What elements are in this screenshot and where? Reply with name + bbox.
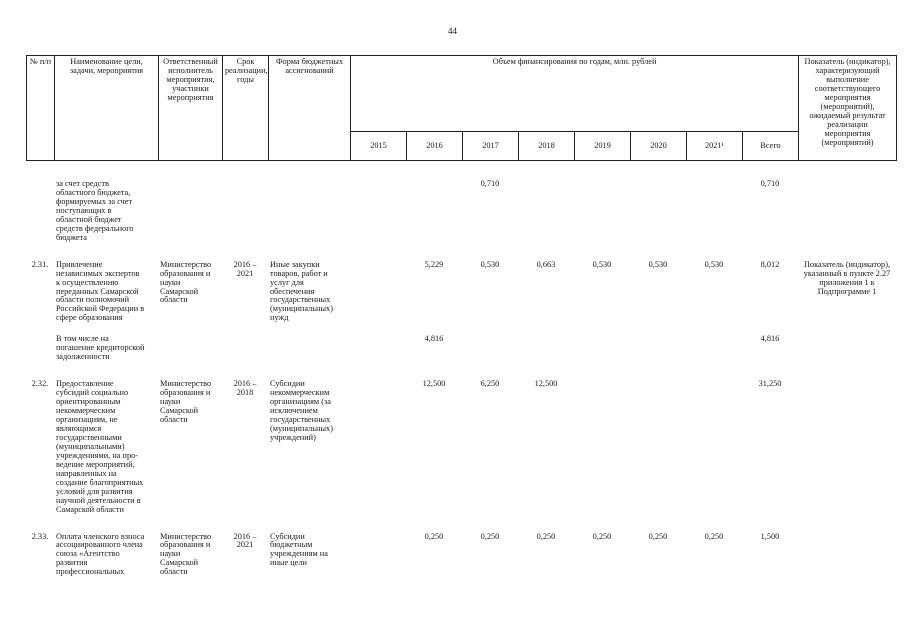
row-form bbox=[268, 178, 350, 245]
page-number: 44 bbox=[448, 26, 457, 36]
row-value-total: 31,250 bbox=[758, 379, 782, 389]
header-responsible: Ответственный исполнитель мероприятия, участники мероприятия bbox=[159, 56, 223, 161]
row-num: 2.32. bbox=[31, 379, 49, 389]
row-value-2019: 0,250 bbox=[592, 531, 612, 541]
row-name: Предоставление субсидий социально ориентированным некоммерческим организациям, не являющимся государственными (муниципальными) учреждениями, на про- ведение мероприятий, направленных на создание благоприятных условий для развития научной деятельности в Самарской области bbox=[56, 379, 144, 514]
header-name: Наименование цели, задачи, мероприятия bbox=[55, 56, 159, 161]
row-value-2018: 0,663 bbox=[536, 259, 556, 269]
row-value-2017: 0,530 bbox=[480, 259, 500, 269]
row-value-2015 bbox=[350, 378, 406, 516]
header-year: 2018 bbox=[519, 132, 575, 161]
row-responsible: Министерство образования и науки Самарской области bbox=[160, 531, 212, 577]
row-value-2016: 0,250 bbox=[424, 531, 444, 541]
row-value-2018: 0,250 bbox=[536, 531, 556, 541]
header-financing: Объем финансирования по годам, млн. рублей bbox=[351, 56, 799, 132]
row-value-2016: 12,500 bbox=[422, 379, 446, 389]
row-term: 2016 – 2018 bbox=[233, 379, 257, 398]
header-year: 2015 bbox=[351, 132, 407, 161]
row-responsible: Министерство образования и науки Самарской области bbox=[160, 259, 212, 305]
row-value-2016 bbox=[406, 178, 462, 245]
row-name: В том числе на погашение кредиторской задолженности bbox=[56, 334, 145, 362]
row-num bbox=[26, 333, 54, 364]
row-form: Субсидии бюджетным учреждениям на иные цели bbox=[270, 531, 328, 568]
row-value-2015 bbox=[350, 531, 406, 580]
row-value-total: 1,500 bbox=[760, 531, 780, 541]
row-value-2018: 12,500 bbox=[534, 379, 558, 389]
row-value-2017 bbox=[462, 333, 518, 364]
row-value-2021: 0,530 bbox=[704, 259, 724, 269]
row-value-2015 bbox=[350, 259, 406, 326]
row-value-total: 0,710 bbox=[760, 179, 780, 188]
header-term: Срок реализации, годы bbox=[223, 56, 269, 161]
row-term: 2016 – 2021 bbox=[233, 259, 257, 278]
row-value-2018 bbox=[518, 178, 574, 245]
row-indicator bbox=[798, 378, 896, 516]
row-indicator: Показатель (индикатор), указанный в пункте 2.27 приложения 1 к Подпрограмме 1 bbox=[803, 259, 891, 296]
row-value-2019 bbox=[574, 178, 630, 245]
row-term bbox=[222, 178, 268, 245]
header-year: 2020 bbox=[631, 132, 687, 161]
row-value-2016: 5,229 bbox=[424, 259, 444, 269]
header-year: 2016 bbox=[407, 132, 463, 161]
row-responsible: Министерство образования и науки Самарской области bbox=[160, 379, 212, 425]
row-value-2017: 6,250 bbox=[480, 379, 500, 389]
row-value-2021: 0,250 bbox=[704, 531, 724, 541]
table-row bbox=[26, 531, 896, 580]
header-indicator: Показатель (индикатор), характеризующий выполнение соответствующего мероприятия (мероприятий), ожидаемый результат реализации мероприятия (мероприятий) bbox=[799, 56, 897, 161]
row-form: Иные закупки товаров, работ и услуг для обеспечения государственных (муниципальных) нужд bbox=[270, 259, 333, 323]
row-indicator bbox=[798, 531, 896, 580]
row-value-2020: 0,530 bbox=[648, 259, 668, 269]
row-num bbox=[26, 178, 54, 245]
row-value-2016: 4,816 bbox=[424, 334, 444, 344]
row-value-2020 bbox=[630, 378, 686, 516]
row-value-2019: 0,530 bbox=[592, 259, 612, 269]
row-value-2015 bbox=[350, 178, 406, 245]
row-responsible bbox=[158, 178, 222, 245]
header-year: 2017 bbox=[463, 132, 519, 161]
table-row bbox=[26, 259, 896, 326]
table-row bbox=[26, 333, 896, 364]
header-year: 2019 bbox=[575, 132, 631, 161]
table-row bbox=[26, 378, 896, 516]
table-body bbox=[26, 178, 896, 579]
row-value-2021 bbox=[686, 378, 742, 516]
row-value-2017: 0,250 bbox=[480, 531, 500, 541]
row-term: 2016 – 2021 bbox=[233, 531, 257, 550]
row-value-2021 bbox=[686, 178, 742, 245]
row-value-2018 bbox=[518, 333, 574, 364]
row-value-total: 4,816 bbox=[760, 334, 780, 344]
table-header bbox=[26, 55, 897, 161]
row-name: Привлечение независимых экспертов к осуществлению переданных Самарской области полномочий Российской Федерации в сфере образования bbox=[56, 259, 145, 323]
row-value-2015 bbox=[350, 333, 406, 364]
row-term bbox=[222, 333, 268, 364]
header-num: № п/п bbox=[27, 56, 55, 161]
row-name: Оплата членского взноса ассоциированного члена союза «Агентство развития профессиональных bbox=[56, 531, 145, 577]
row-value-2017: 0,710 bbox=[480, 179, 500, 188]
row-responsible bbox=[158, 333, 222, 364]
row-value-2020 bbox=[630, 333, 686, 364]
row-num: 2.31. bbox=[31, 259, 49, 269]
row-value-2020: 0,250 bbox=[648, 531, 668, 541]
row-value-2019 bbox=[574, 378, 630, 516]
row-value-2021 bbox=[686, 333, 742, 364]
row-value-total: 8,012 bbox=[760, 259, 780, 269]
row-form: Субсидии некоммерческим организациям (за исключением государственных (муниципальных) учреждений) bbox=[270, 379, 333, 442]
row-value-2020 bbox=[630, 178, 686, 245]
row-name: за счет средств областного бюджета, формируемых за счет поступающих в областной бюджет средств федерального бюджета bbox=[56, 179, 134, 242]
row-value-2019 bbox=[574, 333, 630, 364]
row-indicator bbox=[798, 333, 896, 364]
header-year: 2021¹ bbox=[687, 132, 743, 161]
row-form bbox=[268, 333, 350, 364]
row-indicator bbox=[798, 178, 896, 245]
table-row bbox=[26, 178, 896, 245]
header-year-total: Всего bbox=[743, 132, 799, 161]
header-form: Форма бюджетных ассигнований bbox=[269, 56, 351, 161]
row-num: 2.33. bbox=[31, 531, 49, 541]
